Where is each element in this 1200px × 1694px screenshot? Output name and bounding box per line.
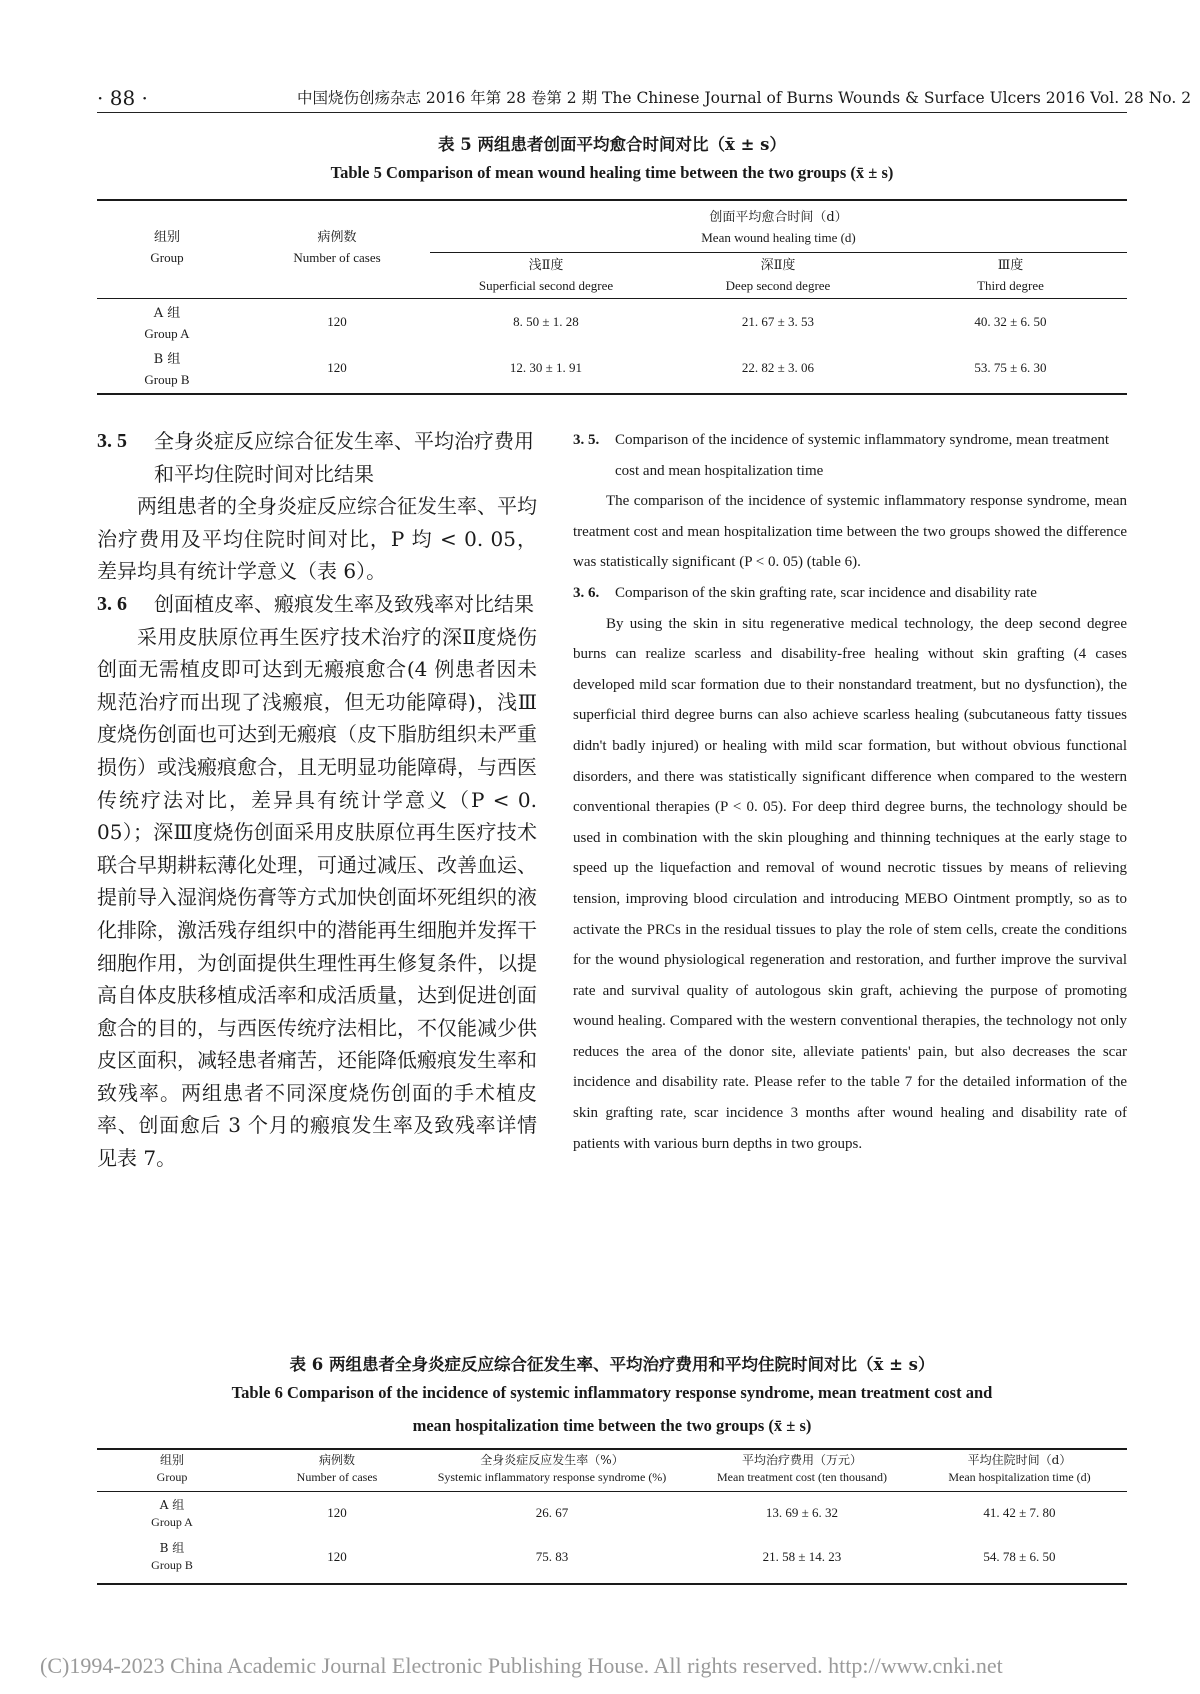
en-section-3-5-heading [573,425,1127,486]
english-column [573,425,1127,1159]
cn-section-3-6-number: 3. 6 [97,592,127,615]
page-number: · 88 · [97,86,148,110]
table6-row-b-group [97,1540,247,1574]
table5-row-b-group [97,350,237,390]
table6-header-stay-cn: 平均住院时间（d） [967,1453,1072,1467]
table5-row-a-group [97,304,237,344]
cn-section-3-5-title: 全身炎症反应综合征发生率、平均治疗费用和平均住院时间对比结果 [154,429,534,486]
table5-row-b-v3: 53. 75 ± 6. 30 [974,360,1047,375]
table6-caption-en-line2: mean hospitalization time between the two groups (x̄ ± s) [412,1416,812,1435]
en-section-3-5-title: Comparison of the incidence of systemic inflammatory syndrome, mean treatment cost and mean hospitalization time [615,432,1110,479]
table6-top-rule [97,1448,1127,1450]
table6-header-sirs [412,1452,692,1486]
cn-section-3-5-number: 3. 5 [97,430,127,452]
table5-header-group [97,228,237,268]
en-section-3-6-paragraph: By using the skin in situ regenerative medical technology, the deep second degree burns can realize scarless and disability-free healing without skin grafting (4 cases developed mild scar formation due to their nonstandard treatment, but no dysfunction), the superficial third degree burns can also achieve scarless healing (subcutaneous fatty tissues didn't badly injured) or healing with mild scar formation, but without obvious functional disorders, and there was statistically significant difference when compared to the western conventional therapies (P < 0. 05). For deep third degree burns, the technology should be used in combination with the skin ploughing and thinning techniques at the early stage to speed up the liquefaction and removal of wound necrotic tissues by means of relieving tension, improving blood circulation and introducing MEBO Ointment promptly, so as to activate the PRCs in the residual tissues to play the role of stem cells, create the conditions for the wound physiological regeneration and restoration, and further improve the survival rate and survival quality of autologous skin graft, achieving the purpose of promoting wound healing. Compared with the western conventional therapies, the technology not only reduces the area of the donor site, alleviate patients' pain, but also decreases the scar incidence and disability rate. Please refer to the table 7 for the detailed information of the skin grafting rate, scar incidence 3 months after wound healing and disability rate of patients with various burn depths in two groups. [573,615,1127,1152]
table6-row-a-v1: 26. 67 [535,1505,569,1520]
table5-subcol-2 [662,256,894,296]
table5-subcol-3 [894,256,1127,296]
table5-row-b-group-cn: B 组 [153,352,181,367]
table5-subcol-1-cn: 浅Ⅱ度 [528,258,564,273]
table5-row-a-group-en: Group A [144,326,190,341]
table6-bottom-rule [97,1583,1127,1585]
table6-header-group [97,1452,247,1486]
table5-header-cases-en: Number of cases [293,250,381,265]
table6-header-rule [97,1491,1127,1492]
table6-row-b-v2: 21. 58 ± 14. 23 [762,1549,842,1564]
table5-row-b-v1: 12. 30 ± 1. 91 [509,360,583,375]
table6-row-a-cases: 120 [327,1505,347,1520]
table6-row-b-cases: 120 [327,1549,347,1564]
table5-subcol-1-en: Superficial second degree [478,278,614,293]
table5-header-span [430,208,1127,248]
table6-header-cases [262,1452,412,1486]
table5-row-a-v2: 21. 67 ± 3. 53 [741,314,815,329]
cn-section-3-6-title: 创面植皮率、瘢痕发生率及致残率对比结果 [154,591,534,616]
en-section-3-5-paragraph: The comparison of the incidence of systemic inflammatory response syndrome, mean treatment cost and mean hospitalization time between the two groups showed the difference was statistically significant (P < 0. 05) (table 6). [573,493,1127,571]
table6-row-a-group [97,1497,247,1531]
cn-section-3-5-paragraph: 两组患者的全身炎症反应综合征发生率、平均治疗费用及平均住院时间对比，P 均 < 0. 05，差异均具有统计学意义（表 6）。 [97,494,537,584]
table5-subcol-3-cn: Ⅲ度 [997,258,1024,273]
table5-header-rule [97,298,1127,299]
table6-caption-en-line1: Table 6 Comparison of the incidence of systemic inflammatory response syndrome, mean treatment cost and [231,1383,993,1402]
header-rule [97,112,1127,113]
table5-subcol-3-en: Third degree [977,278,1044,293]
table6-row-a-group-cn: A 组 [159,1498,185,1512]
table6-header-stay-en: Mean hospitalization time (d) [948,1470,1091,1484]
en-section-3-6-number: 3. 6. [573,584,600,601]
table6-header-stay [912,1452,1127,1486]
table6-header-cost [692,1452,912,1486]
table6-caption-cn: 表 6 两组患者全身炎症反应综合征发生率、平均治疗费用和平均住院时间对比（x̄ ± s） [289,1355,935,1374]
en-section-3-5-number: 3. 5. [573,432,600,448]
table5-row-a-v1: 8. 50 ± 1. 28 [513,314,579,329]
table5-header-cases [262,228,412,268]
table5-header-cases-cn: 病例数 [317,230,357,245]
table6-header-group-en: Group [156,1470,188,1484]
table5-row-b-cases: 120 [327,360,347,375]
table6-row-b-group-en: Group B [151,1558,193,1572]
en-section-3-6-heading [573,578,1127,609]
table5-span-rule [430,252,1127,253]
cn-section-3-5-heading [97,425,537,490]
table6-row-a-group-en: Group A [151,1515,193,1529]
table5-row-a-v3: 40. 32 ± 6. 50 [974,314,1047,329]
table6-header-cases-cn: 病例数 [318,1453,355,1467]
table5-header-span-cn: 创面平均愈合时间（d） [709,210,848,225]
table6-header-cost-en: Mean treatment cost (ten thousand) [717,1470,887,1484]
chinese-column [97,425,537,1175]
table6-header-sirs-en: Systemic inflammatory response syndrome (%) [437,1470,667,1484]
table5-row-b-v2: 22. 82 ± 3. 06 [741,360,815,375]
table5-subcol-2-cn: 深Ⅱ度 [760,258,796,273]
table6-row-a-v2: 13. 69 ± 6. 32 [765,1505,839,1520]
table5-top-rule [97,199,1127,201]
table6-header-sirs-cn: 全身炎症反应发生率（%） [480,1453,624,1467]
table5-bottom-rule [97,393,1127,395]
table5-caption-en: Table 5 Comparison of mean wound healing time between the two groups (x̄ ± s) [330,163,894,182]
table6-header-cases-en: Number of cases [296,1470,378,1484]
table5-subcol-2-en: Deep second degree [725,278,831,293]
table5-header-group-en: Group [150,250,184,265]
table6-row-a-v3: 41. 42 ± 7. 80 [983,1505,1056,1520]
table5-header-span-en: Mean wound healing time (d) [701,230,856,245]
table5-row-a-group-cn: A 组 [153,306,181,321]
table6-row-b-v3: 54. 78 ± 6. 50 [983,1549,1056,1564]
table5-row-a-cases: 120 [327,314,347,329]
table5-caption-cn: 表 5 两组患者创面平均愈合时间对比（x̄ ± s） [438,135,786,154]
table5-row-b-group-en: Group B [144,372,190,387]
table6-row-b-group-cn: B 组 [159,1541,185,1555]
en-section-3-6-title: Comparison of the skin grafting rate, scar incidence and disability rate [615,584,1037,601]
table5-subcol-1 [430,256,662,296]
table5-header-group-cn: 组别 [153,230,180,245]
cn-section-3-6-heading [97,588,537,621]
table6-row-b-v1: 75. 83 [535,1549,569,1564]
table6-header-group-cn: 组别 [159,1453,184,1467]
copyright-footer: (C)1994-2023 China Academic Journal Electronic Publishing House. All rights reserved. http://www.cnki.net [40,1653,1003,1678]
cn-section-3-6-paragraph: 采用皮肤原位再生医疗技术治疗的深Ⅱ度烧伤创面无需植皮即可达到无瘢痕愈合(4 例患者因未规范治疗而出现了浅瘢痕，但无功能障碍)，浅Ⅲ度烧伤创面也可达到无瘢痕（皮下脂肪组织未严重损伤）或浅瘢痕愈合，且无明显功能障碍，与西医传统疗法对比，差异具有统计学意义（P < 0. 05）；深Ⅲ度烧伤创面采用皮肤原位再生医疗技术联合早期耕耘薄化处理，可通过减压、改善血运、提前导入湿润烧伤膏等方式加快创面坏死组织的液化排除，激活残存组织中的潜能再生细胞并发挥干细胞作用，为创面提供生理性再生修复条件，以提高自体皮肤移植成活率和成活质量，达到促进创面愈合的目的，与西医传统疗法相比，不仅能减少供皮区面积，减轻患者痛苦，还能降低瘢痕发生率和致残率。两组患者不同深度烧伤创面的手术植皮率、创面愈后 3 个月的瘢痕发生率及致残率详情见表 7。 [97,624,537,1171]
table6-header-cost-cn: 平均治疗费用（万元） [741,1453,862,1467]
running-head: 中国烧伤创疡杂志 2016 年第 28 卷第 2 期 The Chinese Journal of Burns Wounds & Surface Ulcers 2016 Vol. 28 No. 2 [297,89,1192,107]
